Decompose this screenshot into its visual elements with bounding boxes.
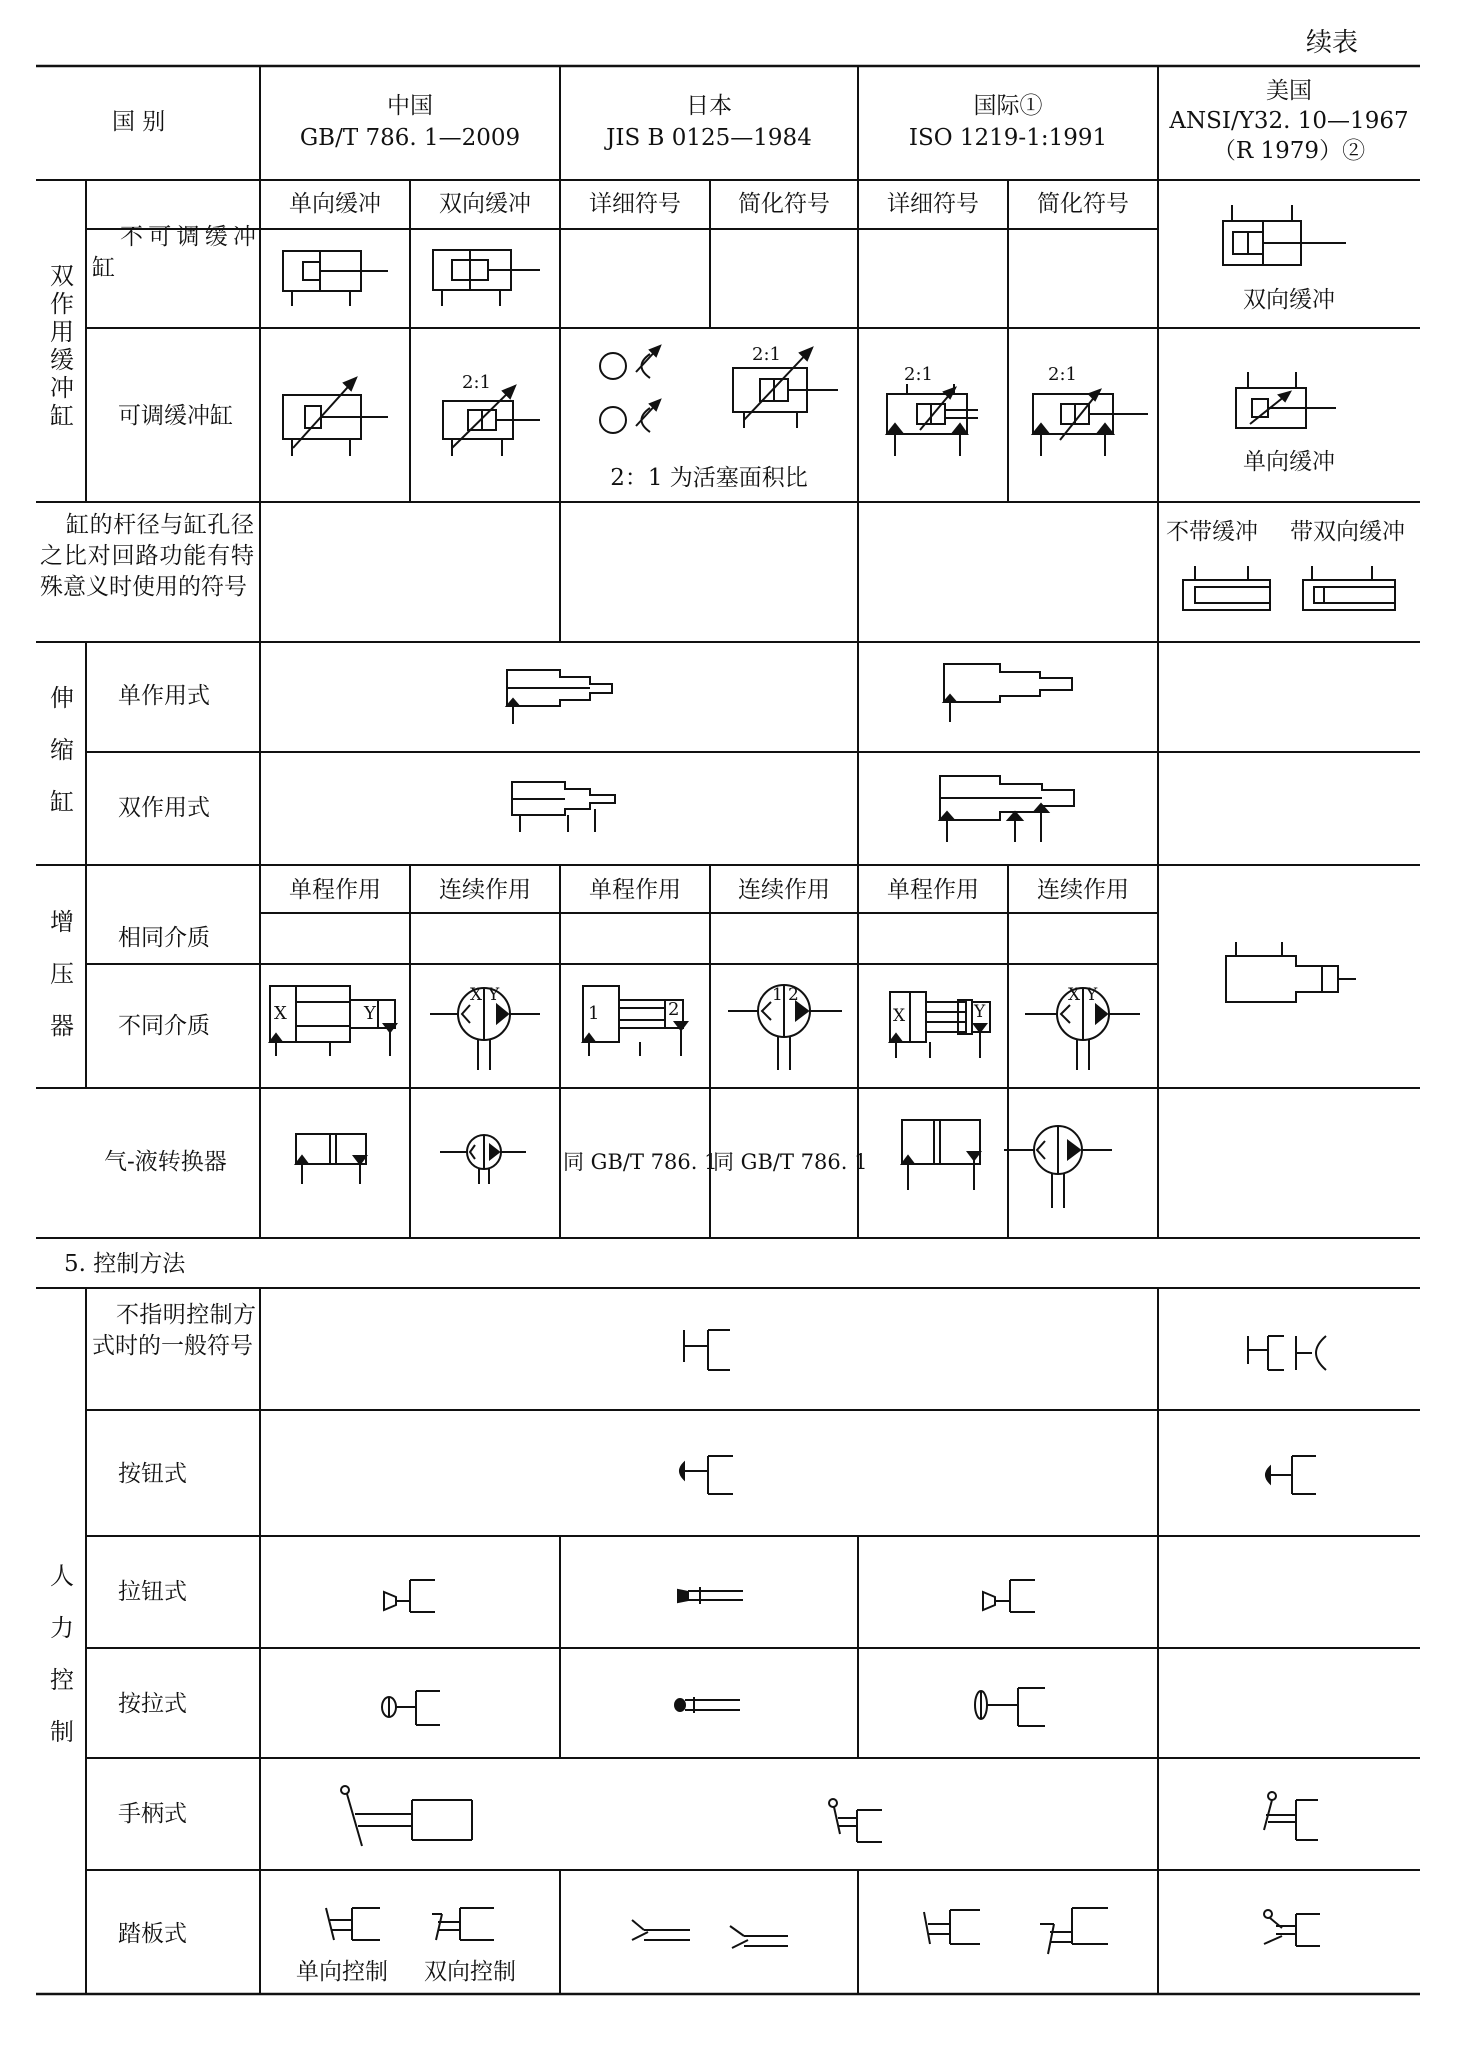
row-booster-diff: 不同介质 bbox=[118, 1013, 210, 1039]
control-lever-us bbox=[1264, 1792, 1318, 1840]
pedal-single-caption: 单向控制 bbox=[296, 1959, 388, 1985]
control-pull-iso bbox=[983, 1580, 1035, 1612]
cyl-adjustable-double-cn bbox=[443, 386, 540, 456]
row-push-pull: 按拉式 bbox=[118, 1691, 187, 1717]
telescopic-single-iso bbox=[944, 664, 1072, 722]
row-adjustable-label: 可调缓冲缸 bbox=[118, 403, 233, 429]
page-label: 续表 bbox=[1306, 28, 1359, 58]
row-rod-ratio-label: 缸的杆径与缸孔径之比对回路功能有特殊意义时使用的符号 bbox=[40, 512, 254, 600]
header-japan bbox=[562, 90, 856, 154]
cyl-adjustable-detailed-iso bbox=[887, 384, 978, 456]
booster-head-6: 连续作用 bbox=[1037, 877, 1129, 903]
header-japan-std: JIS B 0125—1984 bbox=[606, 125, 812, 151]
ratio-mark-iso-simplified: 2:1 bbox=[1048, 364, 1077, 385]
sub-head-iso-simplified: 简化符号 bbox=[1037, 191, 1129, 217]
ratio-mark-iso-detailed: 2:1 bbox=[904, 364, 933, 385]
sub-head-iso-detailed: 详细符号 bbox=[887, 191, 979, 217]
booster-head-1: 单程作用 bbox=[289, 877, 381, 903]
converter-cn bbox=[296, 1134, 366, 1184]
row-converter: 气-液转换器 bbox=[104, 1149, 227, 1175]
header-country: 国 别 bbox=[112, 109, 166, 135]
row-pedal: 踏板式 bbox=[118, 1921, 187, 1947]
control-pull-jp bbox=[678, 1587, 743, 1604]
control-push-pull-cn bbox=[382, 1691, 440, 1725]
control-pedal-single-cn bbox=[326, 1908, 380, 1940]
booster-head-5: 单程作用 bbox=[887, 877, 979, 903]
control-lever-jp bbox=[829, 1799, 882, 1842]
header-china bbox=[262, 90, 558, 154]
ratio-mark-jp: 2:1 bbox=[752, 344, 781, 365]
mark-2-jp: 2 bbox=[668, 999, 680, 1020]
adjust-usa-caption: 单向缓冲 bbox=[1243, 449, 1335, 475]
booster-head-3: 单程作用 bbox=[589, 877, 681, 903]
ratio-mark-cn: 2:1 bbox=[462, 372, 491, 393]
cyl-adjustable-simplified-jp bbox=[733, 348, 838, 428]
header-japan-name: 日本 bbox=[686, 93, 732, 119]
header-usa-name: 美国 bbox=[1266, 78, 1312, 104]
sub-head-jp-simplified: 简化符号 bbox=[738, 191, 830, 217]
cyl-rod-ratio-double-cushion-us bbox=[1303, 566, 1395, 610]
header-china-name: 中国 bbox=[387, 93, 433, 119]
converter-iso bbox=[902, 1120, 980, 1190]
pedal-double-caption: 双向控制 bbox=[424, 1959, 516, 1985]
cyl-double-cushion-us bbox=[1223, 205, 1346, 265]
cyl-double-cushion-cn bbox=[433, 250, 540, 306]
row-telescopic-double: 双作用式 bbox=[118, 795, 210, 821]
cushion-group-label: 双作用缓冲缸 bbox=[50, 262, 74, 430]
cyl-adjustable-single-us bbox=[1236, 372, 1336, 428]
header-usa-std: ANSI/Y32. 10—1967 bbox=[1169, 108, 1409, 134]
control-pull-cn bbox=[384, 1580, 435, 1612]
control-general-symbol-us bbox=[1248, 1336, 1326, 1370]
control-push-pull-jp bbox=[675, 1697, 740, 1713]
mark-x-cn: X bbox=[274, 1003, 287, 1024]
header-china-std: GB/T 786. 1—2009 bbox=[299, 125, 521, 151]
row-lever: 手柄式 bbox=[118, 1801, 187, 1827]
control-pedal-single-iso bbox=[924, 1910, 980, 1944]
converter-jp-b: 同 GB/T 786. 1 bbox=[713, 1150, 868, 1174]
nonadjust-usa-caption: 双向缓冲 bbox=[1243, 287, 1335, 313]
telescopic-double-iso bbox=[940, 776, 1074, 842]
control-button-symbol-us bbox=[1266, 1456, 1316, 1494]
mark-x-iso-cont: X bbox=[1068, 985, 1081, 1005]
converter-iso-circle bbox=[1004, 1126, 1112, 1208]
booster-cont-jp bbox=[728, 985, 842, 1070]
manual-group-label: 人力控制 bbox=[50, 1562, 74, 1746]
row-booster-same: 相同介质 bbox=[118, 925, 210, 951]
cyl-single-cushion-cn bbox=[283, 251, 388, 306]
header-usa-reaff: （R 1979）② bbox=[1212, 138, 1366, 164]
cyl-adjustable-simplified-iso bbox=[1033, 390, 1148, 456]
control-lever-cn bbox=[341, 1786, 472, 1846]
mark-x-iso: X bbox=[893, 1006, 906, 1026]
control-pedal-us bbox=[1264, 1910, 1320, 1946]
control-general-symbol bbox=[684, 1330, 730, 1370]
control-pedal-double-cn bbox=[432, 1908, 494, 1940]
converter-jp-a: 同 GB/T 786. 1 bbox=[563, 1150, 718, 1174]
row-pull: 拉钮式 bbox=[118, 1579, 187, 1605]
rod-ratio-usa-b: 带双向缓冲 bbox=[1290, 519, 1405, 545]
telescopic-double-cn bbox=[512, 782, 615, 832]
booster-group-label: 增压器 bbox=[50, 908, 74, 1040]
header-intl-name: 国际① bbox=[973, 93, 1043, 119]
sub-head-jp-detailed: 详细符号 bbox=[589, 191, 681, 217]
header-intl-std: ISO 1219-1:1991 bbox=[908, 125, 1108, 151]
booster-single-cn bbox=[270, 986, 396, 1056]
mark-y-iso-cont: Y bbox=[1086, 985, 1098, 1005]
mark-y-cn: Y bbox=[364, 1003, 376, 1024]
sub-head-single-cushion: 单向缓冲 bbox=[289, 191, 381, 217]
booster-cont-cn bbox=[430, 988, 540, 1070]
control-pedal-double-iso bbox=[1040, 1908, 1108, 1954]
sub-head-double-cushion: 双向缓冲 bbox=[439, 191, 531, 217]
row-nonadjustable-label: 不可调缓冲缸 bbox=[92, 224, 256, 281]
control-button-symbol bbox=[680, 1456, 733, 1494]
section-5-title: 5. 控制方法 bbox=[64, 1251, 186, 1277]
telescopic-group-label: 伸缩缸 bbox=[50, 684, 74, 816]
mark-1-jp: 1 bbox=[588, 1003, 600, 1024]
header-intl bbox=[860, 90, 1156, 154]
cyl-rod-ratio-no-cushion-us bbox=[1183, 566, 1270, 610]
converter-cn-circle bbox=[440, 1135, 526, 1184]
booster-cont-iso bbox=[1025, 988, 1140, 1070]
table-grid bbox=[36, 66, 1420, 1994]
row-telescopic-single: 单作用式 bbox=[118, 683, 210, 709]
rod-ratio-usa-a: 不带缓冲 bbox=[1166, 519, 1258, 545]
control-pedal-double-jp bbox=[730, 1926, 788, 1948]
row-general-symbol: 不指明控制方式时的一般符号 bbox=[92, 1302, 256, 1359]
row-button: 按钮式 bbox=[118, 1461, 187, 1487]
mark-y-cn-cont: Y bbox=[488, 985, 500, 1005]
booster-head-4: 连续作用 bbox=[738, 877, 830, 903]
ratio-note: 2：1 为活塞面积比 bbox=[610, 465, 808, 491]
mark-1-jp-cont: 1 bbox=[772, 985, 783, 1005]
control-push-pull-iso bbox=[975, 1688, 1045, 1726]
mark-2-jp-cont: 2 bbox=[788, 985, 799, 1005]
throttle-symbols-jp bbox=[600, 346, 660, 433]
control-pedal-single-jp bbox=[632, 1920, 690, 1940]
mark-y-iso: Y bbox=[974, 1002, 986, 1022]
header-usa bbox=[1160, 76, 1418, 166]
booster-us bbox=[1226, 942, 1356, 1002]
booster-head-2: 连续作用 bbox=[439, 877, 531, 903]
cyl-adjustable-single-cn bbox=[283, 378, 388, 456]
telescopic-single-cn bbox=[507, 670, 612, 724]
mark-x-cn-cont: X bbox=[470, 985, 483, 1005]
